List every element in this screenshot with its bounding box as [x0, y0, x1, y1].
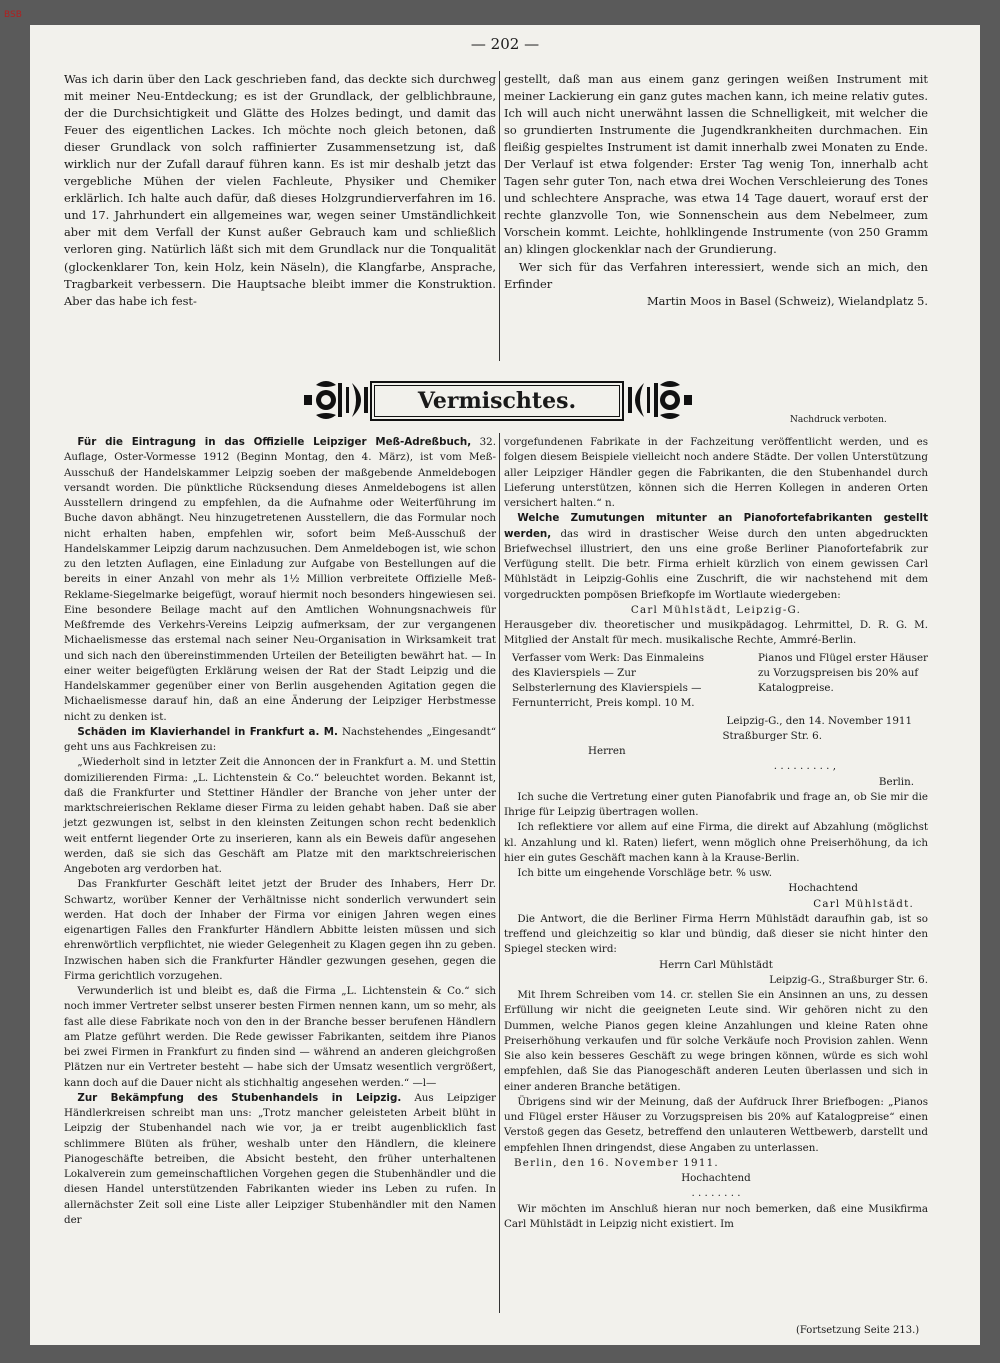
article-frankfurt — [64, 725, 496, 756]
letter-dots: . . . . . . . . . , — [773, 760, 836, 773]
right-column — [504, 435, 928, 1232]
letterhead-description: Herausgeber div. theoretischer und musikpädagog. Lehrmittel, D. R. G. M. Mitglied der Anstalt für mech. musikalische Rechte, Ammré-Berlin. — [504, 619, 928, 647]
section-banner — [302, 377, 694, 423]
paragraph: „Wiederholt sind in letzter Zeit die Annoncen der in Frankfurt a. M. und Stettin domizilierenden Firma: „L. Lichtenstein & Co.“ beleuchtet worden. Bekannt ist, daß die Frankfurter und Stettiner Händler der Branche von jeher unter der marktschreierischen Reklame dieser Firma zu leiden gehabt haben. Daß sie aber jetzt gezwungen ist, selbst in den kleinsten Zeitungen schon recht bedenklich weit entfernt liegender Orte zu inserieren, kann als ein Beweis dafür angesehen werden, daß sie sich das Geschäft am Platze mit den marktschreierischen Angeboten arg verdorben hat. — [64, 756, 496, 875]
paragraph: Mit Ihrem Schreiben vom 14. cr. stellen Sie ein Ansinnen an uns, zu dessen Erfüllung wir nicht die geeigneten Leute sind. Wir gehören nicht zu den Dummen, welche Pianos gegen kleine Anzahlungen und kleine Raten ohne Preiserhöhung verkaufen und für solche Verkäufe noch Provision zahlen. Wenn Sie also kein besseres Geschäft zu wege bringen können, würde es sich wohl empfehlen, daß Sie das Pianogeschäft anderen Leuten überlassen und sich in einer anderen Branche betätigen. — [504, 989, 928, 1093]
paragraph: Ich reflektiere vor allem auf eine Firma, die direkt auf Abzahlung (möglichst kl. Anzahlung und kl. Raten) liefert, wenn möglich ohne Preiserhöhung, da ich hier ein gutes Geschäft machen kann à la Krause-Berlin. — [504, 821, 928, 864]
continuation-note: (Fortsetzung Seite 213.) — [796, 1325, 920, 1336]
letter-date: Berlin, den 16. November 1911. — [514, 1156, 719, 1169]
column-divider — [499, 71, 500, 361]
article-heading: Zur Bekämpfung des Stubenhandels in Leipzig. — [77, 1091, 402, 1104]
letter-date: Leipzig-G., den 14. November 1911 — [726, 714, 912, 727]
paragraph: Das Frankfurter Geschäft leitet jetzt der Bruder des Inhabers, Herr Dr. Schwartz, worüber Kenner der Verhältnisse nicht sonderlich verwundert sein werden. Hat doch der Inhaber der Firma vor einigen Jahren wegen eines eigenartigen Falles den Frankfurter Händlern Abbitte leisten müssen und sich ehrenwörtlich verpflichtet, nie wieder Gelegenheit zu Klagen gegen ihn zu geben. Inzwischen haben sich die Frankfurter Händler gezwungen gesehen, gegen die Firma gerichtlich vorzugehen. — [64, 878, 496, 982]
letter-signature: Carl Mühlstädt. — [813, 897, 914, 910]
letter-closing: Hochachtend — [681, 1172, 751, 1184]
paragraph: Die Antwort, die die Berliner Firma Herrn Mühlstädt daraufhin gab, ist so treffend und gleichzeitig so klar und bündig, daß dieser sie nicht hinter den Spiegel stecken wird: — [504, 912, 928, 956]
signature: —l— — [412, 1076, 437, 1089]
paragraph: Übrigens sind wir der Meinung, daß der Aufdruck Ihrer Briefbogen: „Pianos und Flügel erster Häuser zu Vorzugspreisen bis 20% auf Katalogpreise“ einen Verstoß gegen das Gesetz, betreffend den unlauteren Wettbewerb, darstellt und empfehlen Ihnen dringendst, diese Angaben zu unterlassen. — [504, 1095, 928, 1154]
paragraph: Ich bitte um eingehende Vorschläge betr. % usw. — [517, 867, 773, 879]
address-name: Herrn Carl Mühlstädt — [659, 958, 773, 971]
letter-salutation: Herren — [588, 745, 626, 757]
article-top-right-column — [504, 71, 928, 310]
page — [30, 25, 980, 1345]
letter-street: Straßburger Str. 6. — [722, 729, 822, 742]
paragraph: das wird in drastischer Weise durch den unten abgedruckten Briefwechsel illustriert, den uns eine große Berliner Pianofortefabrik zur Verfügung stellt. Die betr. Firma erhielt kürzlich von einem gewissen Carl Mühlstädt in Leipzig-Gohlis eine Zuschrift, die wir nachstehend mit dem vorgedruckten pompösen Briefkopfe im Wortlaute wiedergeben: — [504, 527, 928, 601]
column-divider — [499, 433, 500, 1313]
paragraph: Was ich darin über den Lack geschrieben fand, das deckte sich durchweg mit meiner Neu-Entdeckung; es ist der Grundlack, der gelblichbraune, der die Durchsichtigkeit und Glätte des Holzes bedingt, und damit das Feuer des eigentlichen Lackes. Ich möchte noch gleich betonen, daß dieser Grundlack von solch raffinierter Zusammensetzung ist, daß wirklich nur der Zufall darauf führen kann. Es ist mir deshalb jetzt das vergebliche Mühen der vielen Fachleute, Physiker und Chemiker erklärlich. Ich halte auch dafür, daß dieses Holzgrundierverfahren im 16. und 17. Jahrhundert ein allgemeines war, wegen seiner Umständlichkeit aber mit dem Verfall der Kunst außer Gebrauch kam und schließlich verloren ging. Natürlich läßt sich mit dem Grundlack nur die Tonqualität (glockenklarer Ton, kein Holz, kein Näseln), die Klangfarbe, Ansprache, Tragbarkeit verbessern. Die Hauptsache bleibt immer die Konstruktion. Aber das habe ich fest- — [64, 72, 496, 308]
paragraph: Ich suche die Vertretung einer guten Pianofabrik und frage an, ob Sie mir die Ihrige für Leipzig übertragen wollen. — [504, 790, 928, 818]
page-number: — 202 — — [470, 35, 540, 53]
article-messe — [64, 435, 496, 725]
paragraph — [64, 984, 496, 1091]
author-signature: Martin Moos in Basel (Schweiz), Wielandplatz 5. — [646, 293, 928, 308]
letter-city: Berlin. — [878, 775, 914, 788]
paragraph: 32. Auflage, Oster-Vormesse 1912 (Beginn Montag, den 4. März), ist vom Meß-Ausschuß der Handelskammer Leipzig soeben der maßgebende Anmeldebogen versandt worden. Die pünktliche Rücksendung dieses Anmeldebogens ist allen Ausstellern dringend zu empfehlen, da die Aufnahme oder Weiterführung im Buche davon abhängt. Neu hinzugetretenen Ausstellern, die das Formular noch nicht erhalten haben, empfehlen wir, sofort beim Meß-Ausschuß der Handelskammer Leipzig darum nachzusuchen. Dem Anmeldebogen ist, wie schon zu den letzten Auflagen, eine Einladung zur Aufgabe von Bestellungen auf die bereits in einer Anzahl von mehr als 1½ Million verbreitete Offizielle Meß-Reklame-Siegelmarke beigefügt, worauf hiermit noch besonders hingewiesen sei. Eine besondere Beilage macht auf den Amtlichen Wohnungsnachweis für Meßfremde des Verkehrs-Vereins Leipzig aufmerksam, der zur vergangenen Michaelismesse das erstemal nach seiner Neu-Organisation in Wirksamkeit trat und sich nach den übereinstimmenden Urteilen der Beteiligten bewährt hat. — In einer weiter beigefügten Erklärung weisen der Rat der Stadt Leipzig und die Handelskammer gegenüber einer von Berlin ausgehenden Agitation gegen die Michaelismesse darauf hin, daß an eine Änderung der Leipziger Herbstmesse nicht zu denken ist. — [64, 436, 496, 723]
paragraph: Wir möchten im Anschluß hieran nur noch bemerken, daß eine Musikfirma Carl Mühlstädt in Leipzig nicht existiert. Im — [504, 1202, 928, 1230]
letter-closing: Hochachtend — [788, 882, 858, 895]
paragraph: Nachstehendes „Eingesandt“ geht uns aus Fachkreisen zu: — [64, 725, 497, 753]
reprint-notice: Nachdruck verboten. — [790, 415, 887, 425]
paragraph: Wer sich für das Verfahren interessiert, wende sich an mich, den Erfinder — [504, 259, 928, 291]
article-heading: Welche Zumutungen mitunter an Pianofortefabrikanten gestellt werden, — [504, 512, 928, 540]
letterhead-right: Pianos und Flügel erster Häuser zu Vorzugspreisen bis 20% auf Katalogpreise. — [758, 651, 928, 694]
signature: n. — [604, 497, 615, 509]
left-column — [64, 435, 496, 1228]
letter-dots: . . . . . . . . — [691, 1187, 741, 1200]
article-stubenhandel — [64, 1091, 496, 1228]
article-heading: Für die Eintragung in das Offizielle Leipziger Meß-Adreßbuch, — [77, 436, 472, 448]
article-zumutungen — [504, 511, 928, 603]
section-title: Vermischtes. — [370, 381, 624, 421]
article-top-left-column — [64, 71, 496, 310]
article-heading: Schäden im Klavierhandel in Frankfurt a. M. — [77, 725, 338, 738]
paragraph — [504, 435, 928, 511]
letterhead-name: Carl Mühlstädt, Leipzig-G. — [630, 603, 802, 616]
letterhead-details — [512, 651, 928, 712]
paragraph-text: vorgefundenen Fabrikate in der Fachzeitung veröffentlicht werden, und es folgen diesem Beispiele vielleicht noch andere Städte. Der vollen Unterstützung aller Leipziger Händler gegen die Fabrikanten, die den Stubenhandel durch Lieferung unterstützen, können sich die Herren Kollegen in anderen Orten versichert halten.“ — [504, 436, 928, 509]
ornament-right-icon — [624, 377, 694, 423]
paragraph: gestellt, daß man aus einem ganz geringen weißen Instrument mit meiner Lackierung ein ganz gutes machen kann, ich meine relativ gutes. Ich will auch nicht unerwähnt lassen die Schnelligkeit, mit welcher die so grundierten Instrumente die Jugendkrankheiten durchmachen. Ein fleißig gespieltes Instrument ist damit innerhalb zwei Monaten zu Ende. Der Verlauf ist etwa folgender: Erster Tag wenig Ton, innerhalb acht Tagen sehr guter Ton, nach etwa drei Wochen Verschleierung des Tones und schlechtere Ansprache, was etwa 14 Tage dauert, worauf erst der rechte glanzvolle Ton, wie Sonnenschein aus dem Nebelmeer, zum Vorschein kommt. Leichte, hohlklingende Instrumente (von 250 Gramm an) klingen glockenklar nach der Grundierung. — [504, 72, 928, 257]
address-street: Leipzig-G., Straßburger Str. 6. — [769, 973, 928, 986]
library-watermark: BSB — [4, 10, 22, 20]
paragraph: Aus Leipziger Händlerkreisen schreibt man uns: „Trotz mancher geleisteten Arbeit blüht in Leipzig der Stubenhandel nach wie vor, ja er treibt augenblicklich fast schlimmere Blüten als früher, weshalb unter den Händlern, die kleinere Pianogeschäfte betreiben, die Absicht besteht, den früher unterhaltenen Lokalverein zum gemeinschaftlichen Vorgehen gegen die Stubenhändler und die diesen Handel unterstützenden Fabrikanten wieder ins Leben zu rufen. In allernächster Zeit soll eine Liste aller Leipziger Stubenhändler mit den Namen der — [64, 1091, 496, 1226]
ornament-left-icon — [302, 377, 372, 423]
letterhead-left: Verfasser vom Werk: Das Einmaleins des Klavierspiels — Zur Selbsterlernung des Klavierspiels — Fernunterricht, Preis kompl. 10 M. — [512, 651, 705, 710]
paragraph-text: Verwunderlich ist und bleibt es, daß die Firma „L. Lichtenstein & Co.“ sich noch immer Vertreter selbst unserer besten Firmen nennen kann, um so mehr, als fast alle diese Fabrikate noch von den in der Branche besser berufenen Händlern am Platze geführt werden. Die Rede gewisser Fabrikanten, seitdem ihre Pianos bei zwei Firmen in Frankfurt zu finden sind — während an anderen gleichgroßen Plätzen nur ein Vertreter besteht — habe sich der Umsatz wesentlich vergrößert, kann doch auf die Dauer nicht als stichhaltig angesehen werden.“ — [64, 985, 496, 1089]
